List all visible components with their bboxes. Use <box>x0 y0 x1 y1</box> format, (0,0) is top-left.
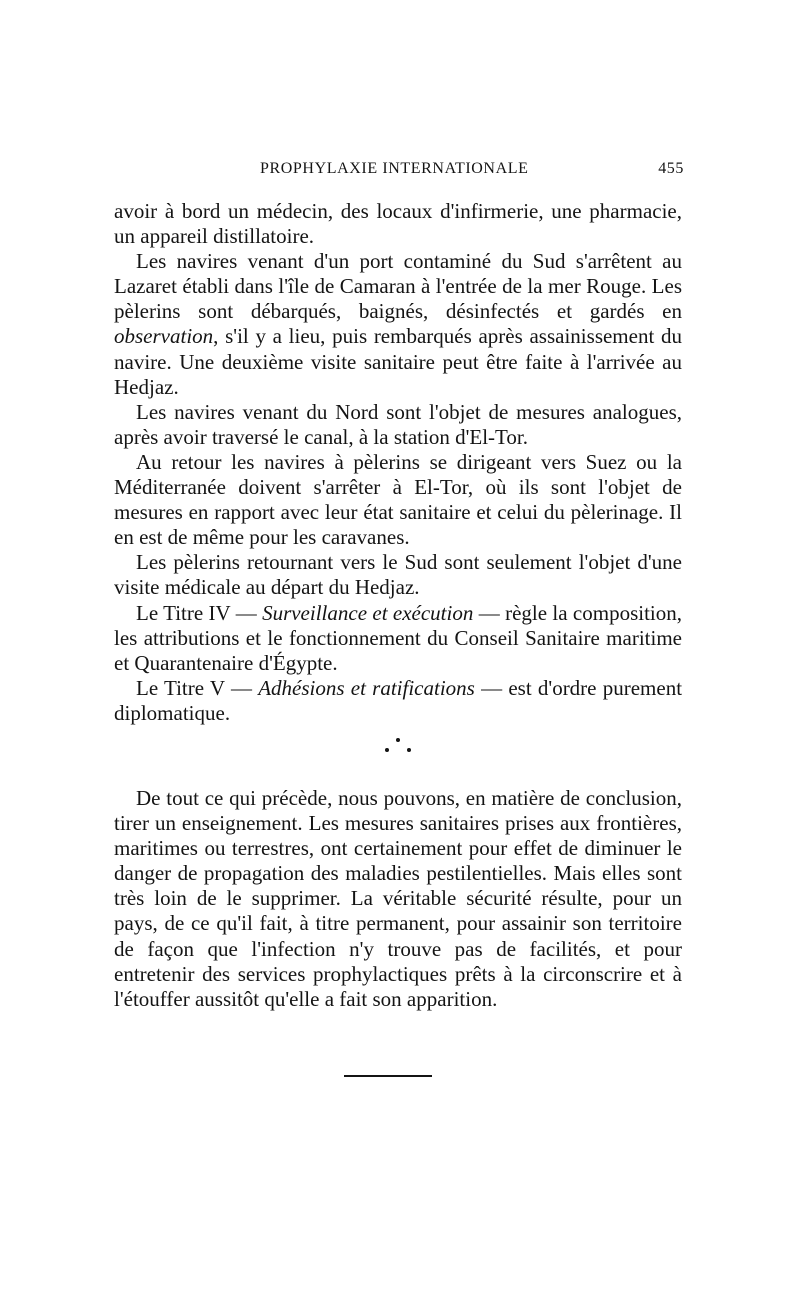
italic-title: Surveillance et exécution <box>262 600 474 625</box>
paragraph-return: Au retour les navires à pèlerins se dirigeant vers Suez ou la Méditerranée doivent s'arrêter à El-Tor, où ils sont l'objet de mesures en rapport avec leur état sanitaire et celui du pèlerinage. Il en est de même pour les caravanes. <box>114 449 682 550</box>
paragraph-lazaret <box>114 249 682 400</box>
paragraph-title-v <box>114 676 682 726</box>
asterism-dot <box>407 748 411 752</box>
end-rule <box>344 1075 432 1077</box>
paragraph-conclusion: De tout ce qui précède, nous pouvons, en matière de conclusion, tirer un enseignement. Les mesures sanitaires prises aux frontières, maritimes ou terrestres, ont certainement pour effet de diminuer le danger de propagation des maladies pestilentielles. Mais elles sont très loin de le supprimer. La véritable sécurité résulte, pour un pays, de ce qu'il fait, à titre permanent, pour assainir son territoire de façon que l'infection n'y trouve pas de facilités, et pour entretenir des services prophylactiques prêts à la circonscrire et à l'étouffer aussitôt qu'elle a fait son apparition. <box>114 786 682 1011</box>
paragraph-north: Les navires venant du Nord sont l'objet de mesures analogues, après avoir traversé le canal, à la station d'El-Tor. <box>114 399 682 449</box>
paragraph-text: — est d'ordre purement diplomatique. <box>114 675 683 725</box>
running-title: PROPHYLAXIE INTERNATIONALE <box>260 160 529 177</box>
main-text <box>114 199 682 726</box>
paragraph-continuation: avoir à bord un médecin, des locaux d'infirmerie, une pharmacie, un appareil distillatoire. <box>114 199 682 249</box>
paragraph-text: Le Titre V — <box>136 675 252 700</box>
running-head <box>114 160 684 184</box>
page-number: 455 <box>658 160 684 177</box>
asterism-divider <box>380 734 420 758</box>
paragraph-south: Les pèlerins retournant vers le Sud sont seulement l'objet d'une visite médicale au départ du Hedjaz. <box>114 550 682 600</box>
paragraph-text: — règle la composition, les attributions et le fonctionnement du Conseil Sanitaire maritime et Quarantenaire d'Égypte. <box>114 600 682 675</box>
paragraph-text: , s'il y a lieu, puis rembarqués après assainissement du navire. Une deuxième visite sanitaire peut être faite à l'arrivée au Hedjaz. <box>114 324 682 399</box>
asterism-dot <box>396 738 400 742</box>
paragraph-text: Les navires venant d'un port contaminé du Sud s'arrêtent au Lazaret établi dans l'île de Camaran à l'entrée de la mer Rouge. Les pèlerins sont débarqués, baignés, désinfectés et gardés en <box>114 249 682 324</box>
conclusion-text <box>114 786 682 1012</box>
asterism-dot <box>385 748 389 752</box>
paragraph-title-iv <box>114 601 682 676</box>
italic-term: observation <box>114 324 214 349</box>
italic-title: Adhésions et ratifications <box>258 675 475 700</box>
paragraph-text: Le Titre IV — <box>136 600 257 625</box>
